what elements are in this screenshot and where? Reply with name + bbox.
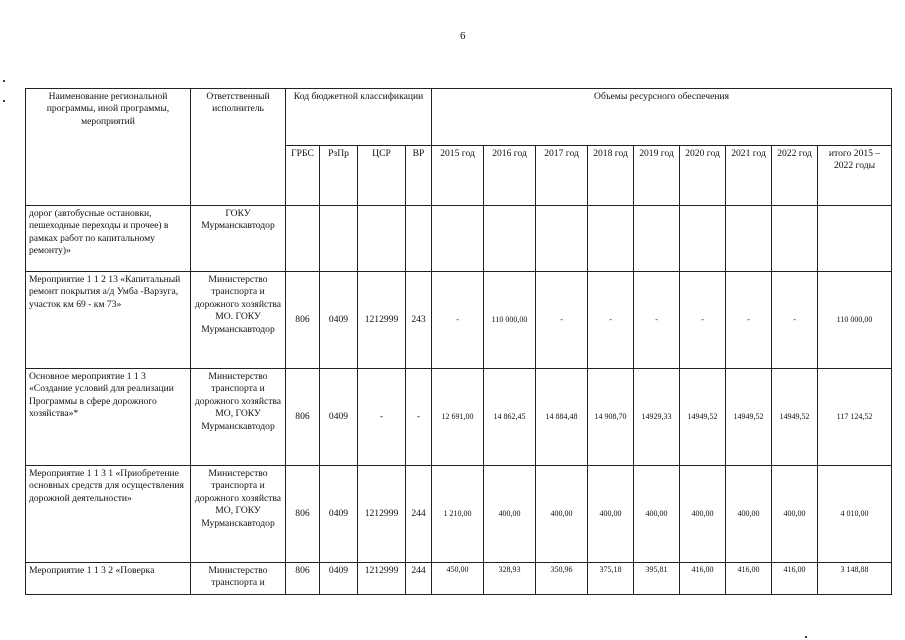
row-value: 14 908,70: [588, 369, 634, 466]
row-value: [588, 206, 634, 272]
table-row: [26, 369, 892, 466]
header-budget-code: Код бюджетной классификации: [286, 89, 432, 146]
row-grbs: 806: [286, 466, 320, 563]
row-csr: [358, 206, 406, 272]
header-year: 2017 год: [536, 146, 588, 206]
table-row: [26, 272, 892, 369]
row-rzpr: 0409: [320, 563, 358, 595]
header-name: Наименование региональной программы, иной программы, мероприятий: [26, 89, 191, 206]
row-value: 14949,52: [680, 369, 726, 466]
table-row: [26, 563, 892, 595]
row-grbs: 806: [286, 369, 320, 466]
row-csr: -: [358, 369, 406, 466]
row-value: 110 000,00: [484, 272, 536, 369]
header-grbs: ГРБС: [286, 146, 320, 206]
header-year: 2021 год: [726, 146, 772, 206]
header-executor: Ответственный исполнитель: [191, 89, 286, 206]
row-value: 416,00: [772, 563, 818, 595]
row-value: [484, 206, 536, 272]
row-value: [680, 206, 726, 272]
row-executor: Министерство транспорта и дорожного хозяйства МО, ГОКУ Мурманскавтодор: [191, 466, 286, 563]
row-vr: 243: [406, 272, 432, 369]
row-value: 14949,52: [772, 369, 818, 466]
row-vr: [406, 206, 432, 272]
row-vr: 244: [406, 563, 432, 595]
row-value: 1 210,00: [432, 466, 484, 563]
row-value: 328,93: [484, 563, 536, 595]
row-value: 400,00: [484, 466, 536, 563]
row-grbs: [286, 206, 320, 272]
budget-table: [25, 88, 892, 595]
row-value: [432, 206, 484, 272]
header-year: 2016 год: [484, 146, 536, 206]
row-value: 450,00: [432, 563, 484, 595]
row-value: 400,00: [726, 466, 772, 563]
row-value: [726, 206, 772, 272]
header-year: 2018 год: [588, 146, 634, 206]
row-rzpr: 0409: [320, 466, 358, 563]
row-csr: 1212999: [358, 563, 406, 595]
row-value: 14 862,45: [484, 369, 536, 466]
row-value: 14949,52: [726, 369, 772, 466]
row-executor: Министерство транспорта и дорожного хозяйства МО. ГОКУ Мурманскавтодор: [191, 272, 286, 369]
row-value: -: [726, 272, 772, 369]
row-value: 400,00: [680, 466, 726, 563]
row-total: 3 148,88: [818, 563, 892, 595]
row-executor: Министерство транспорта и: [191, 563, 286, 595]
row-vr: -: [406, 369, 432, 466]
row-value: -: [634, 272, 680, 369]
row-grbs: 806: [286, 563, 320, 595]
header-resources: Объемы ресурсного обеспечения: [432, 89, 892, 146]
page-number: 6: [460, 30, 466, 42]
row-total: [818, 206, 892, 272]
scan-mark: [3, 100, 5, 102]
row-value: [772, 206, 818, 272]
row-value: 400,00: [634, 466, 680, 563]
row-value: 375,18: [588, 563, 634, 595]
row-value: 12 691,00: [432, 369, 484, 466]
table-row: [26, 466, 892, 563]
header-year: 2020 год: [680, 146, 726, 206]
row-executor: ГОКУ Мурманскавтодор: [191, 206, 286, 272]
row-value: -: [680, 272, 726, 369]
row-value: [634, 206, 680, 272]
row-value: 400,00: [588, 466, 634, 563]
row-rzpr: [320, 206, 358, 272]
header-row-1: [26, 89, 892, 146]
header-year: 2022 год: [772, 146, 818, 206]
row-csr: 1212999: [358, 272, 406, 369]
header-year: 2019 год: [634, 146, 680, 206]
row-value: -: [772, 272, 818, 369]
row-name: Мероприятие 1 1 3 2 «Поверка: [26, 563, 191, 595]
header-total: итого 2015 – 2022 годы: [818, 146, 892, 206]
scan-mark: [3, 80, 5, 82]
row-name: Основное мероприятие 1 1 3 «Создание условий для реализации Программы в сфере дорожного хозяйства»*: [26, 369, 191, 466]
row-value: -: [432, 272, 484, 369]
table-row: [26, 206, 892, 272]
header-csr: ЦСР: [358, 146, 406, 206]
row-name: Мероприятие 1 1 2 13 «Капитальный ремонт покрытия а/д Умба -Варзуга, участок км 69 - км 73»: [26, 272, 191, 369]
header-year: 2015 год: [432, 146, 484, 206]
row-grbs: 806: [286, 272, 320, 369]
row-value: 14929,33: [634, 369, 680, 466]
row-csr: 1212999: [358, 466, 406, 563]
row-value: 400,00: [536, 466, 588, 563]
row-total: 4 010,00: [818, 466, 892, 563]
row-value: 395,81: [634, 563, 680, 595]
row-rzpr: 0409: [320, 369, 358, 466]
row-rzpr: 0409: [320, 272, 358, 369]
row-value: -: [588, 272, 634, 369]
row-vr: 244: [406, 466, 432, 563]
row-value: -: [536, 272, 588, 369]
row-value: 416,00: [726, 563, 772, 595]
row-value: 416,00: [680, 563, 726, 595]
row-value: [536, 206, 588, 272]
row-total: 117 124,52: [818, 369, 892, 466]
row-executor: Министерство транспорта и дорожного хозяйства МО, ГОКУ Мурманскавтодор: [191, 369, 286, 466]
scan-mark: [805, 636, 807, 638]
row-value: 350,96: [536, 563, 588, 595]
header-rzpr: РзПр: [320, 146, 358, 206]
row-total: 110 000,00: [818, 272, 892, 369]
row-name: дорог (автобусные остановки, пешеходные переходы и прочее) в рамках работ по капитальному ремонту)»: [26, 206, 191, 272]
row-name: Мероприятие 1 1 3 1 «Приобретение основных средств для осуществления дорожной деятельности»: [26, 466, 191, 563]
header-vr: ВР: [406, 146, 432, 206]
row-value: 400,00: [772, 466, 818, 563]
row-value: 14 884,48: [536, 369, 588, 466]
